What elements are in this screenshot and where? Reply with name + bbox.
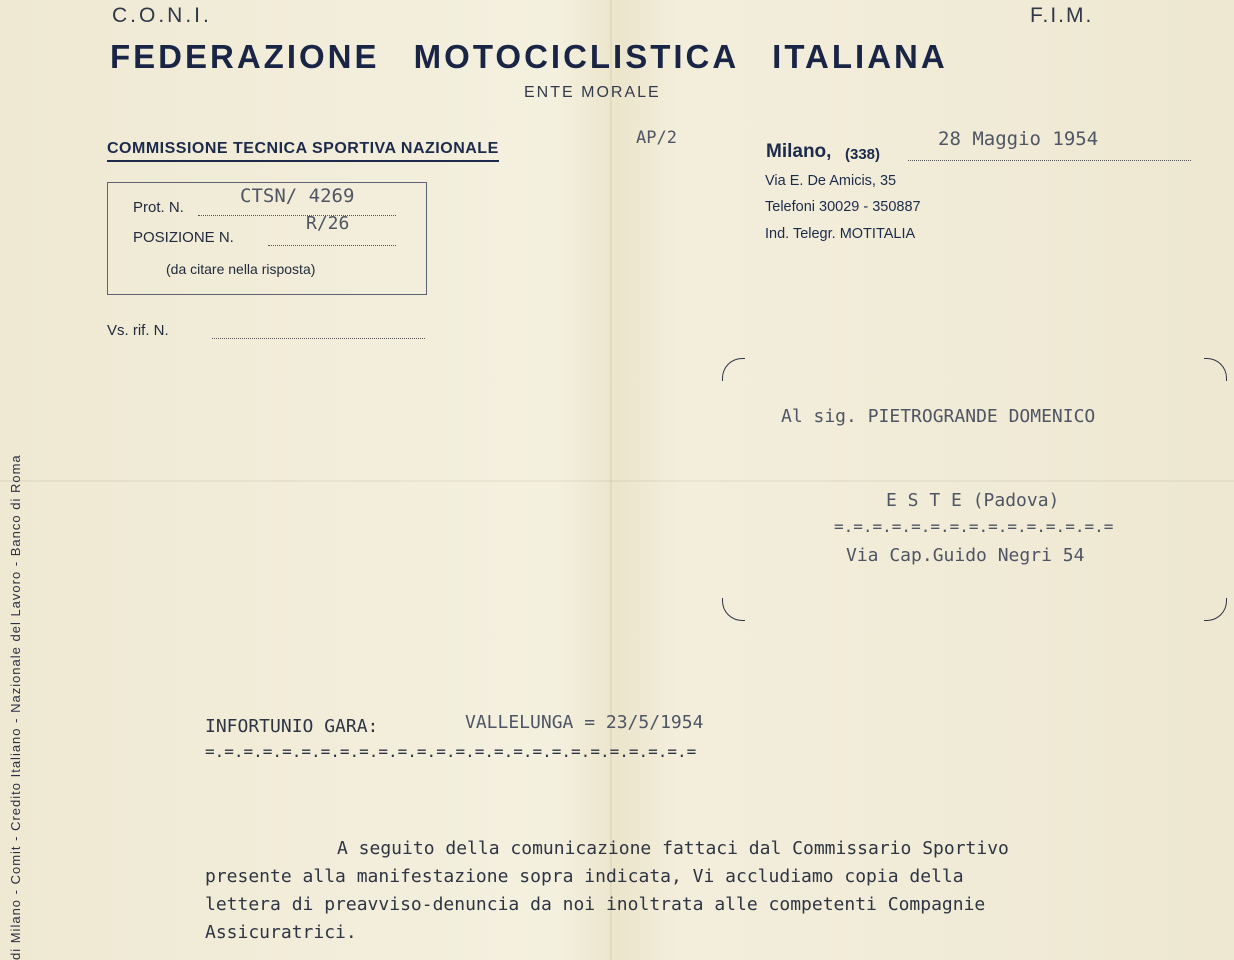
subject-separator: =.=.=.=.=.=.=.=.=.=.=.=.=.=.=.=.=.=.=.=.=.=.=.=.=.= xyxy=(205,742,697,761)
fim-label: F.I.M. xyxy=(1030,4,1094,27)
telegraph-address: Ind. Telegr. MOTITALIA xyxy=(765,226,916,242)
window-corner-top-left xyxy=(722,358,745,381)
ap-code: AP/2 xyxy=(636,128,677,148)
date-dotted-line xyxy=(908,160,1191,161)
letterhead-subtitle: ENTE MORALE xyxy=(524,84,661,101)
prot-label: Prot. N. xyxy=(133,199,184,216)
window-corner-bottom-right xyxy=(1204,598,1227,621)
recipient-street: Via Cap.Guido Negri 54 xyxy=(846,545,1085,566)
city-code: (338) xyxy=(845,146,881,163)
position-dotted-line xyxy=(268,245,396,246)
recipient-city: E S T E (Padova) xyxy=(886,490,1060,511)
protocol-box xyxy=(107,182,427,295)
body-line-4: Assicuratrici. xyxy=(205,922,357,943)
street-address: Via E. De Amicis, 35 xyxy=(765,173,897,189)
paper-fold-horizontal xyxy=(0,480,1234,482)
position-label: POSIZIONE N. xyxy=(133,229,234,246)
letter-date: 28 Maggio 1954 xyxy=(938,128,1099,150)
window-corner-top-right xyxy=(1204,358,1227,381)
body-line-3: lettera di preavviso-denuncia da noi inoltrata alle competenti Compagnie xyxy=(205,894,986,915)
recipient-name: Al sig. PIETROGRANDE DOMENICO xyxy=(781,406,1096,427)
position-value: R/26 xyxy=(306,213,350,234)
vs-rif-dotted-line xyxy=(212,338,425,339)
prot-dotted-line xyxy=(198,215,396,216)
recipient-separator: =.=.=.=.=.=.=.=.=.=.=.=.=.=.= xyxy=(834,517,1114,536)
letterhead-title: FEDERAZIONE MOTOCICLISTICA ITALIANA xyxy=(110,38,948,75)
protocol-note: (da citare nella risposta) xyxy=(166,261,316,277)
bank-list-vertical: di Milano - Comit - Credito Italiano - Nazionale del Lavoro - Banco di Roma xyxy=(8,454,23,960)
prot-value: CTSN/ 4269 xyxy=(240,185,355,207)
window-corner-bottom-left xyxy=(722,598,745,621)
coni-label: C.O.N.I. xyxy=(112,4,212,27)
city-label: Milano, xyxy=(766,141,832,162)
body-line-2: presente alla manifestazione sopra indicata, Vi accludiamo copia della xyxy=(205,866,964,887)
subject-label: INFORTUNIO GARA: xyxy=(205,716,379,737)
body-line-1: A seguito della comunicazione fattaci dal Commissario Sportivo xyxy=(337,838,1009,859)
phone-numbers: Telefoni 30029 - 350887 xyxy=(765,199,921,215)
commission-heading: COMMISSIONE TECNICA SPORTIVA NAZIONALE xyxy=(107,140,499,162)
subject-value: VALLELUNGA = 23/5/1954 xyxy=(465,712,704,733)
vs-rif-label: Vs. rif. N. xyxy=(107,322,169,339)
